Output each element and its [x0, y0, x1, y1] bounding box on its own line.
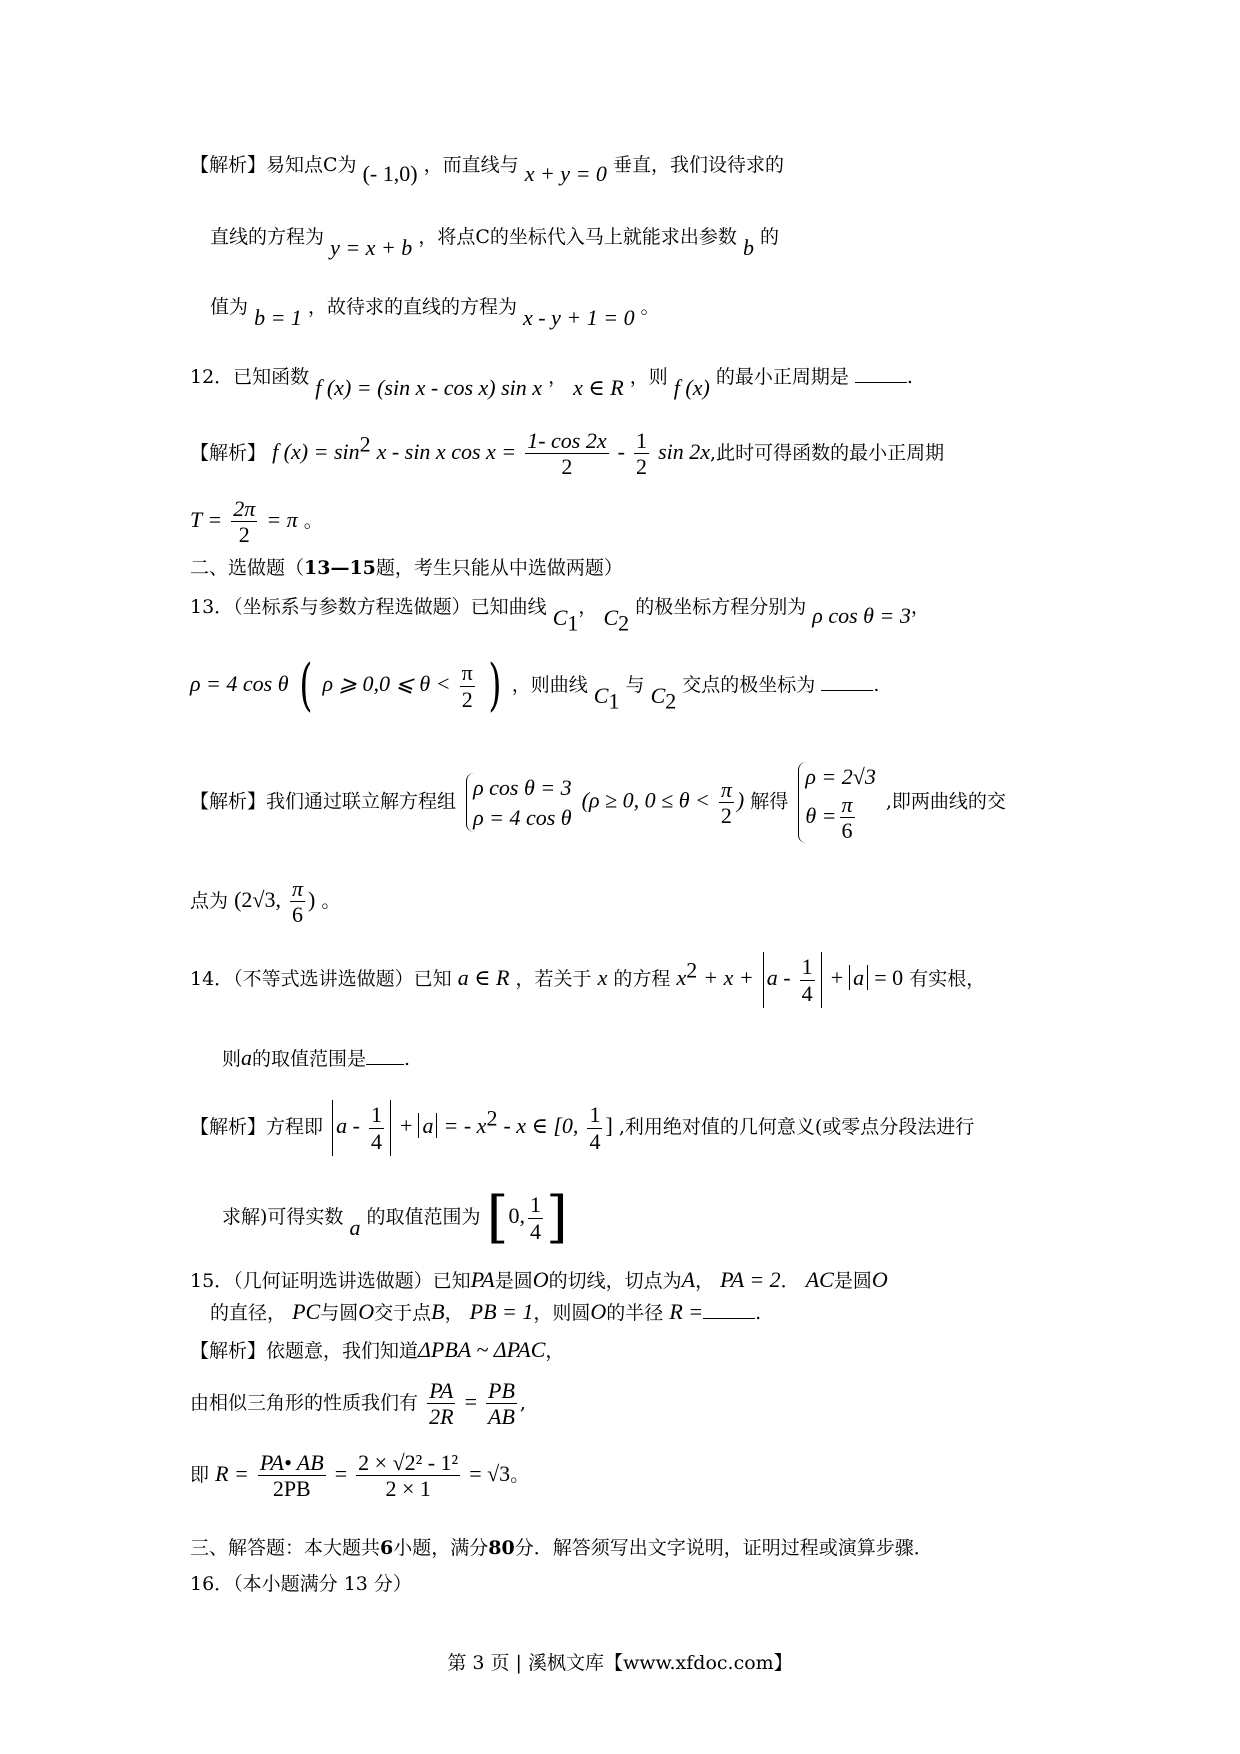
solution-12-line-2 [190, 496, 323, 548]
text: 直线的方程为 [210, 226, 325, 248]
text: 的极坐标方程分别为 [635, 596, 807, 618]
math-line-eq: x + y = 0 [524, 161, 607, 186]
solution-13-line-2: 点为 (2√3, $\frac{\pi}{6}$ ) 。 [190, 876, 341, 928]
math-eq: x - y + 1 = 0 [523, 305, 635, 330]
math-expr: f (x) = sin [272, 438, 360, 464]
text: 解得 [750, 790, 789, 813]
text: ， [548, 366, 568, 388]
text: 值为 [210, 296, 249, 318]
answer-blank [366, 1063, 404, 1065]
solution-13-line-1: 【解析】我们通过联立解方程组 ρ cos θ = 3 ρ = 4 cos θ (ρ ≥ 0, 0 ≤ θ < $\frac{\pi}{2}$ ) 解得 ρ = 2√3 θ = $\frac{\pi}{6}$ ,即两曲线的交 [190, 764, 1006, 843]
fraction: $\frac{1}{4}$ [589, 1102, 601, 1154]
math-curves: $C_2$ [603, 605, 630, 636]
math-expr: T = [190, 506, 223, 532]
math-condition: ρ ⩾ 0,0 ⩽ θ < [322, 671, 451, 696]
solution-14-line-2: 求解)可得实数 a 的取值范围为 [0, $\frac{1}{4}$ ] [222, 1185, 568, 1250]
section-2-heading: 二、选做题（13—15题，考生只能从中选做两题） [190, 557, 623, 579]
text: 。 [303, 509, 323, 532]
solution-label: 【解析】我们通过联立解方程组 [190, 790, 457, 813]
math-eq: y = x + b [330, 235, 413, 260]
solution-15-line-2: 由相似三角形的性质我们有 $\frac{PA}{2R}$ = $\frac{PB}{AB}$ , [190, 1378, 526, 1430]
solution-15-line-3: 即 R = $\frac{PA• AB}{2PB}$ = $\frac{\text{2 × √2² - 1²}}{2 \times 1}$ = √3。 [190, 1450, 530, 1502]
text: 点为 [190, 889, 229, 912]
math-expr: x - sin x cos x = [376, 438, 517, 464]
section-3-heading: 三、解答题：本大题共6小题，满分80分．解答须写出文字说明，证明过程或演算步骤． [190, 1537, 933, 1559]
solution-15-line-1: 【解析】依题意，我们知道ΔPBA ~ ΔPAC， [190, 1337, 565, 1362]
text: . [906, 366, 913, 388]
math-curves: $C_1$ [552, 605, 579, 636]
solution-14-line-1: 【解析】方程即 a - $\frac{1}{4}$ + a = - $x^2$ - x ∈ [0, $\frac{1}{4}$ ] ,利用绝对值的几何意义(或零点分段法进行 [190, 1100, 974, 1156]
math-domain: x ∈ R [573, 375, 624, 400]
text: ，故待求的直线的方程为 [307, 296, 517, 318]
fraction: $\frac{\text{2 × √2² - 1²}}{2 \times 1}$ [358, 1450, 459, 1502]
math-domain: a ∈ R [457, 965, 510, 990]
fraction: $\frac{PB}{AB}$ [488, 1378, 515, 1430]
text: ，则 [629, 366, 668, 388]
solution-12-line-1: 【解析】 f $(x) = \sin^2 x - \sin x$ cos x = $\frac{1- \cos 2x}{2}$ - $\frac{1}{2}$ sin 2x,此时可得函数的最小正周期 [190, 428, 945, 480]
solution-label: 【解析】 [190, 441, 267, 464]
question-12 [190, 362, 913, 400]
math-fx: f (x) [673, 375, 710, 400]
question-13-line-1: 13．（坐标系与参数方程选做题）已知曲线 $C_1$， $C_2$ 的极坐标方程分别为 ρ cos θ = 3， [190, 596, 930, 636]
solution-11-line-2 [210, 222, 779, 260]
fraction: $\frac{1- \cos 2x}{2}$ [527, 428, 607, 480]
math-eq: ρ cos θ = 3 [812, 603, 911, 628]
fraction: $\frac{\pi}{2}$ [461, 660, 473, 712]
solution-11-line-1 [190, 150, 784, 186]
question-15-line-2: 的直径， PC与圆O交于点B， PB = 1，则圆O的半径 R = . [210, 1299, 762, 1324]
question-16: 16．（本小题满分 13 分） [190, 1573, 412, 1595]
question-15-line-1: 15．（几何证明选讲选做题）已知PA是圆O的切线，切点为A， PA = 2． AC是圆O [190, 1267, 888, 1292]
fraction: $\frac{PA}{2R}$ [429, 1378, 454, 1430]
solution-label: 【解析】易知点C为 [190, 154, 357, 176]
text: 交点的极坐标为 [682, 674, 816, 696]
fraction: $\frac{1}{2}$ [636, 428, 648, 480]
text: ,利用绝对值的几何意义(或零点分段法进行 [618, 1116, 975, 1138]
fraction: $\frac{\pi}{2}$ [720, 776, 732, 829]
fraction: $\frac{1}{4}$ [529, 1192, 541, 1244]
text: ，则曲线 [511, 674, 588, 696]
text: 的 [759, 226, 779, 248]
math-expr: sin 2x [658, 438, 711, 464]
solution-11-line-3 [210, 292, 660, 330]
math-expr: = π [266, 506, 298, 532]
text: ,即两曲线的交 [885, 790, 1006, 813]
question-number: 12．已知函数 [190, 366, 310, 388]
text: 垂直，我们设待求的 [612, 154, 784, 176]
fraction: $\frac{\pi}{6}$ [292, 876, 304, 928]
answer-blank [821, 689, 873, 691]
fraction: $\frac{1}{4}$ [370, 1102, 382, 1154]
text: 的最小正周期是 [715, 366, 849, 388]
math-function: f (x) = (sin x - cos x) sin x [315, 375, 543, 400]
text: ，将点C的坐标代入马上就能求出参数 [418, 226, 737, 248]
answer-blank [855, 381, 907, 383]
math-condition: (ρ ≥ 0, 0 ≤ θ < [581, 787, 710, 813]
page-footer: 第 3 页 | 溪枫文库【www.xfdoc.com】 [447, 1652, 793, 1674]
math-op: - [617, 438, 625, 464]
fraction: $\frac{PA• AB}{2PB}$ [259, 1450, 324, 1502]
question-number: 15．（几何证明选讲选做题）已知 [190, 1270, 471, 1292]
question-number: 13．（坐标系与参数方程选做题）已知曲线 [190, 596, 547, 618]
math-eq: ρ = 4 cos θ [190, 671, 289, 696]
math-eq: b = 1 [254, 305, 302, 330]
math-point: (2√3, [234, 886, 281, 912]
question-13-line-2: ρ = 4 cos θ ( ρ ⩾ 0,0 ⩽ θ < $\frac{\pi}{2}$ ) ，则曲线 $C_1$ 与 $C_2$ 交点的极坐标为 . [190, 653, 880, 718]
math-point-c: (- 1,0) [362, 161, 418, 186]
solution-label: 【解析】方程即 [190, 1116, 324, 1138]
question-14-line-1: 14．（不等式选讲选做题）已知 a ∈ R ，若关于 x 的方程 $x^2 + x + a$ - $\frac{1}{4}$ + a = 0 有实根， [190, 952, 985, 1008]
solution-system: ρ = 2√3 θ = $\frac{\pi}{6}$ [798, 762, 875, 843]
equation-system: ρ cos θ = 3 ρ = 4 cos θ [466, 773, 572, 832]
math-b: b [742, 235, 754, 260]
text: 。 [640, 296, 660, 318]
answer-blank [703, 1317, 755, 1319]
text: ，而直线与 [423, 154, 519, 176]
fraction: $\frac{2\pi}{2}$ [233, 496, 256, 548]
text: ,此时可得函数的最小正周期 [710, 441, 945, 464]
question-14-line-2: 则a的取值范围是 . [222, 1045, 411, 1070]
solution-label: 【解析】依题意，我们知道 [190, 1340, 419, 1362]
question-number: 14．（不等式选讲选做题）已知 [190, 968, 452, 990]
fraction: $\frac{1}{4}$ [801, 954, 813, 1006]
